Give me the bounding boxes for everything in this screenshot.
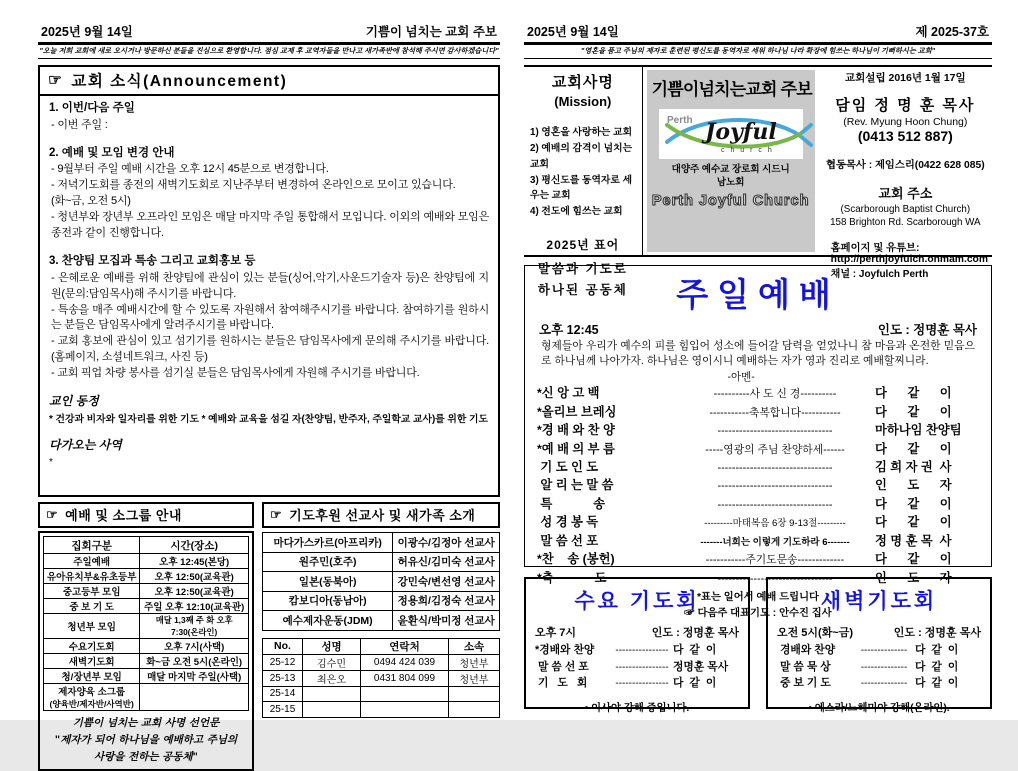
slogan-line: 말씀과 기도로 bbox=[537, 262, 628, 277]
worship-order-row: *찬 송 (봉헌) -----------주기도문송------------- 다 같 이 bbox=[537, 552, 952, 567]
wednesday-note: • 이사야 강해 중입니다. bbox=[584, 703, 690, 715]
wednesday-leader: 인도 : 정명훈 목사 bbox=[651, 627, 739, 639]
section-line: - 은혜로운 예배를 위해 찬양팀에 관심이 있는 분들(싱어,악기,사운드기술자 등)은 찬양팀에 지원(문의:담임목사)해 주시기를 바랍니다. bbox=[51, 271, 489, 300]
pointing-hand-icon: ☞ bbox=[270, 506, 283, 522]
table-row: 중 보 기 도 주일 오후 12:10(교육관) bbox=[44, 599, 249, 614]
section-line: - 이번 주일 : bbox=[51, 118, 108, 131]
column-header: 집회구분 bbox=[44, 537, 140, 554]
svg-text:Perth: Perth bbox=[666, 115, 693, 126]
announcement-section bbox=[49, 100, 489, 134]
table-row: 제자양육 소그룹 (양육반/제자반/사역반) bbox=[44, 684, 249, 711]
contact-info-box bbox=[819, 67, 992, 281]
column-header: 시간(장소) bbox=[140, 537, 249, 554]
prayer-order-row: 중 보 기 도 -------------- 다 같 이 bbox=[777, 677, 959, 690]
mission-statement-line: 사랑을 전하는 공동체" bbox=[93, 751, 199, 763]
missionary-table bbox=[262, 532, 500, 631]
service-time: 오후 12:45 bbox=[539, 323, 599, 337]
worship-order-row: *축 도 -------------------------------- 인 도 자 bbox=[537, 570, 952, 585]
table-row: 마다가스카르(아프리카) 이광수/김정아 선교사 bbox=[263, 533, 500, 553]
groups-heading bbox=[38, 502, 254, 528]
left-page-header bbox=[38, 22, 500, 45]
mission-statement-line: 기쁨이 넘치는 교회 사명 선언문 bbox=[72, 717, 220, 729]
announcement-body bbox=[40, 96, 498, 475]
address-lines bbox=[823, 203, 988, 229]
mission-subtitle: (Mission) bbox=[554, 94, 612, 109]
table-row: 25-13 최은오 0431 804 099 청년부 bbox=[263, 670, 500, 686]
website-label: 홈페이지 및 유튜브: bbox=[830, 243, 920, 255]
section-line: - 교회 픽업 차량 봉사를 섬기실 분들은 담임목사에게 자원해 주시기를 바랍니다. bbox=[51, 367, 420, 380]
worship-order-row: 알 리 는 말 씀 -------------------------------- 인 도 자 bbox=[537, 478, 952, 493]
church-logo bbox=[659, 109, 803, 159]
table-row: 수요기도회 오후 7시(사택) bbox=[44, 639, 249, 654]
announcement-section bbox=[49, 145, 489, 242]
table-header-row bbox=[44, 537, 249, 554]
worship-order-row: 특 송 -------------------------------- 다 같 이 bbox=[537, 496, 952, 511]
pointing-hand-icon: ☞ bbox=[48, 71, 64, 89]
table-row: 25-14 bbox=[263, 686, 500, 702]
section-line: - 교회 홍보에 관심이 있고 섬기기를 원하시는 분들은 담임목사에게 문의해 주시기를 바랍니다.(홈페이지, 소셜네트워크, 사진 등) bbox=[51, 335, 489, 364]
youtube-channel: 채널 : Joyfulch Perth bbox=[830, 269, 929, 281]
issue-date: 2025년 9월 14일 bbox=[527, 25, 619, 39]
upcoming-line: * bbox=[49, 457, 53, 469]
dawn-prayer-box bbox=[766, 577, 992, 715]
dawn-title: 새벽기도회 bbox=[820, 590, 938, 613]
announcement-heading bbox=[40, 67, 498, 96]
section-line: - 9월부터 주일 예배 시간을 오후 12시 45분으로 변경합니다. bbox=[51, 163, 329, 176]
prayer-order-row: 말 씀 선 포 ---------------- 정명훈 목사 bbox=[535, 660, 729, 673]
table-header-row: No. 성명 연락처 소속 bbox=[263, 638, 500, 654]
issue-date: 2025년 9월 14일 bbox=[41, 25, 133, 39]
mission-statement bbox=[43, 711, 249, 767]
address-title: 교회 주소 bbox=[878, 186, 933, 201]
section-line: (화~금, 오전 5시) bbox=[51, 195, 131, 208]
member-news-title: 교인 동정 bbox=[49, 394, 99, 409]
slogan-line: 하나된 공동체 bbox=[537, 283, 628, 298]
mission-items bbox=[530, 125, 636, 220]
dawn-time: 오전 5시(화~금) bbox=[777, 627, 854, 639]
worship-groups-column bbox=[38, 502, 254, 771]
table-row: 25-12 김수민 0494 424 039 청년부 bbox=[263, 654, 500, 670]
denomination-line bbox=[652, 164, 810, 190]
worship-order-row: *경 배 와 찬 양 -------------------------------- 마하나임 찬양팀 bbox=[537, 423, 962, 438]
founded-line: 교회설립 2016년 1월 17일 bbox=[845, 72, 966, 84]
section-title: 3. 찬양팀 모집과 특송 그리고 교회홍보 등 bbox=[49, 254, 256, 267]
announcement-heading-label: 교회 소식(Announcement) bbox=[71, 73, 288, 90]
mission-item: 4) 전도에 힘쓰는 교회 bbox=[530, 206, 623, 218]
table-row: 주일예배 오후 12:45(본당) bbox=[44, 554, 249, 569]
address-line-2: 158 Brighton Rd. Scarborough WA bbox=[830, 217, 981, 229]
mission-title: 교회사명 bbox=[551, 74, 614, 91]
slogan-lines bbox=[530, 259, 636, 302]
wednesday-time: 오후 7시 bbox=[535, 627, 577, 639]
announcement-box bbox=[38, 65, 500, 497]
announcement-section bbox=[49, 253, 489, 382]
worship-order-row: *신 앙 고 백 ----------사 도 신 경---------- 다 같 이 bbox=[537, 386, 952, 401]
missionaries-tables bbox=[262, 532, 500, 718]
prayer-order-row: 기 도 회 ---------------- 다 같 이 bbox=[535, 677, 717, 690]
dawn-note: • 에스라/느헤미야 강해(온라인). bbox=[808, 703, 950, 715]
senior-pastor: 담임 정 명 훈 목사 bbox=[835, 97, 976, 114]
left-page bbox=[38, 22, 500, 771]
worship-order-row: *올리브 브레싱 -----------축복합니다----------- 다 같 이 bbox=[537, 404, 952, 419]
table-row: 청/장년부 모임 매달 마지막 주일(사택) bbox=[44, 669, 249, 684]
section-line: - 청년부와 장년부 오프라인 모임은 매달 마지막 주일 통합해서 모입니다. 이외의 예배와 모임은 종전과 같이 진행합니다. bbox=[51, 211, 489, 240]
mission-statement-line: "제자가 되어 하나님을 예배하고 주님의 bbox=[54, 734, 238, 746]
pastor-phone: (0413 512 887) bbox=[857, 128, 953, 144]
fish-logo-icon bbox=[659, 109, 813, 159]
address-line-1: (Scarborough Baptist Church) bbox=[840, 204, 971, 215]
table-row: 25-15 bbox=[263, 702, 500, 718]
dawn-leader: 인도 : 정명훈 목사 bbox=[893, 627, 981, 639]
mission-item: 1) 영혼을 사랑하는 교회 bbox=[530, 127, 633, 138]
issue-number: 제 2025-37호 bbox=[915, 25, 989, 39]
prayer-order-row: *경배와 찬양 ---------------- 다 같 이 bbox=[535, 644, 717, 656]
table-row: 청년부 모임 매달 1,3째 주 화 오후 7:30(온라인) bbox=[44, 614, 249, 639]
right-page-header bbox=[524, 22, 992, 45]
prayer-order-row: 경배와 찬양 -------------- 다 같 이 bbox=[777, 644, 959, 656]
table-row: 예수제자운동(JDM) 윤환식/박미정 선교사 bbox=[263, 611, 500, 631]
table-row: 유아유치부&유초등부 오후 12:50(교육관) bbox=[44, 569, 249, 584]
prayer-order-row: 말 씀 묵 상 -------------- 다 같 이 bbox=[777, 660, 959, 673]
missionaries-heading bbox=[262, 502, 500, 528]
website-url[interactable]: http://perthjoyfulch.onmam.com bbox=[830, 254, 988, 266]
worship-order-row: *예 배 의 부 름 -----영광의 주님 찬양하세------ 다 같 이 bbox=[537, 441, 952, 456]
mission-box bbox=[524, 67, 643, 298]
denomination-line-1: 대양주 예수교 장로회 시드니 bbox=[671, 164, 790, 175]
welcome-motto: "오늘 저희 교회에 새로 오시거나 방문하신 분들을 진심으로 환영합니다. 점심 교제 후 교역자들을 만나고 새가족반에 참석해 주시면 감사하겠습니다" bbox=[38, 45, 500, 59]
masthead-title: 기쁨이넘치는교회 주보 bbox=[651, 80, 812, 99]
mission-item: 3) 평신도를 동역자로 세우는 교회 bbox=[530, 174, 633, 202]
service-leader: 인도 : 정명훈 목사 bbox=[877, 323, 977, 337]
worship-order-row: 성 경 봉 독 ---------마태복음 6장 9-13절--------- 다 같 이 bbox=[537, 515, 952, 530]
wednesday-time-leader bbox=[535, 624, 739, 640]
amen-label: -아멘- bbox=[727, 371, 755, 384]
next-week-prayer-note: ☞ 다음주 대표기도 : 안수진 집사 bbox=[684, 607, 832, 619]
senior-pastor-english: (Rev. Myung Hoon Chung) bbox=[843, 116, 968, 128]
upcoming-title: 다가오는 사역 bbox=[49, 437, 122, 452]
groups-table bbox=[43, 536, 249, 711]
table-row: 중고등부 모임 오후 12:50(교육관) bbox=[44, 584, 249, 599]
wednesday-title: 수요 기도회 bbox=[574, 590, 700, 613]
right-page bbox=[524, 22, 992, 715]
missionaries-column bbox=[262, 502, 500, 771]
wednesday-prayer-box bbox=[524, 577, 750, 715]
table-row: 캄보디아(동남아) 정용희/김정숙 선교사 bbox=[263, 591, 500, 611]
mission-item: 2) 예배의 감격이 넘치는 교회 bbox=[530, 142, 633, 170]
vision-motto: "영혼을 품고 주님의 제자로 훈련된 평신도를 동역자로 세워 하나님 나라 확장에 힘쓰는 하나님이 기뻐하시는 교회" bbox=[524, 45, 992, 59]
section-title: 2. 예배 및 모임 변경 안내 bbox=[49, 146, 175, 159]
standing-note: *표는 일어서 예배 드립니다 bbox=[696, 592, 819, 604]
sunday-service-title: 주일예배 bbox=[676, 276, 840, 313]
svg-text:Joyful: Joyful bbox=[704, 119, 777, 145]
associate-pastor: 협동목사 : 제임스리(0422 628 085) bbox=[826, 160, 985, 171]
section-line: - 저녁기도회를 종전의 새벽기도회로 지난주부터 변경하여 온라인으로 모이고 있습니다. bbox=[51, 179, 456, 192]
groups-box bbox=[38, 531, 254, 771]
table-row: 새벽기도회 화~금 오전 5시(온라인) bbox=[44, 654, 249, 669]
masthead bbox=[647, 70, 815, 252]
left-bottom-row bbox=[38, 502, 500, 771]
groups-heading-label: 예배 및 소그룹 안내 bbox=[65, 508, 182, 523]
pointing-hand-icon: ☞ bbox=[46, 506, 59, 522]
church-name-english: Perth Joyful Church bbox=[651, 192, 810, 209]
slogan-title: 2025년 표어 bbox=[546, 238, 620, 253]
service-time-leader bbox=[537, 320, 979, 338]
dawn-time-leader bbox=[777, 624, 981, 640]
missionaries-heading-label: 기도후원 선교사 및 새가족 소개 bbox=[289, 508, 476, 523]
worship-order-row: 말 씀 선 포 -------너희는 이렇게 기도하라 6------- 정 명 훈 목 사 bbox=[537, 533, 952, 548]
section-title: 1. 이번/다음 주일 bbox=[49, 102, 135, 114]
worship-order-row: 기 도 인 도 -------------------------------- 김 희 자 권 사 bbox=[537, 459, 952, 474]
call-to-worship-verse: 형제들아 우리가 예수의 피를 힘입어 성소에 들어갈 담력을 얻었나니 참 마음과 온전한 믿음으로 하나님께 나아가자. 하나님은 영이시니 예배하는 자가 영과 진리로 예배할찌니라. bbox=[541, 340, 975, 368]
table-row: 일본(동북아) 강민숙/변선영 선교사 bbox=[263, 572, 500, 592]
table-row: 원주민(호주) 허유신/김미숙 선교사 bbox=[263, 552, 500, 572]
bulletin-title: 기쁨이 넘치는 교회 주보 bbox=[365, 25, 497, 39]
svg-text:c h u r c h: c h u r c h bbox=[720, 147, 774, 154]
member-news-line: * 건강과 비자와 일자리를 위한 기도 * 예배와 교육을 섬길 자(찬양팀, 반주자, 주일학교 교사)를 위한 기도 bbox=[49, 413, 488, 425]
newcomer-table bbox=[262, 638, 500, 718]
denomination-line-2: 남노회 bbox=[716, 176, 745, 188]
section-line: - 특송을 매주 예배시간에 할 수 있도록 자원해서 참여해주시기를 바랍니다. 참여하기를 원하시는 분들은 담임목사에게 알려주시기를 바랍니다. bbox=[51, 303, 489, 332]
